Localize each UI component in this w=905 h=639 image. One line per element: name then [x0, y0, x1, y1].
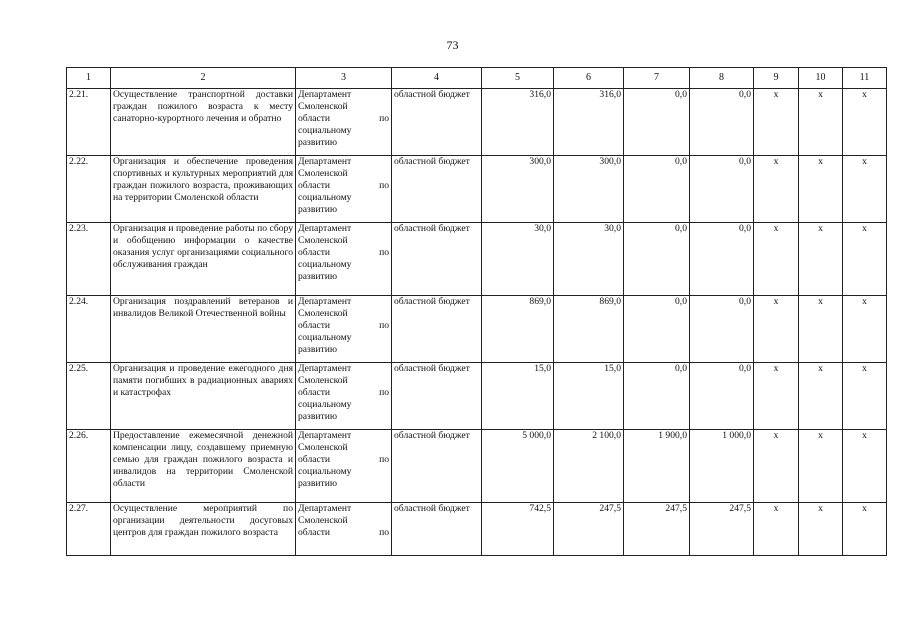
department-line-3a: области: [298, 526, 331, 538]
department-line-4: социальному: [298, 465, 352, 477]
department-line-3: [298, 527, 389, 539]
department-line-3a: области: [298, 179, 331, 191]
column-header: 6: [554, 68, 624, 89]
value-col-10: х: [799, 156, 843, 223]
funding-source: областной бюджет: [392, 503, 482, 556]
value-col-5: 869,0: [482, 296, 554, 363]
department-line-5: развитию: [298, 136, 338, 148]
value-col-9: х: [754, 430, 799, 503]
value-col-8: 1 000,0: [690, 430, 754, 503]
department-line-2: Смоленской: [298, 441, 348, 453]
value-col-5: 316,0: [482, 89, 554, 156]
responsible-department: [296, 503, 392, 556]
value-col-10: х: [799, 89, 843, 156]
activity-description: Организация и обеспечение проведения спортивных и культурных мероприятий для граждан пожилого возраста, проживающих на территории Смоленской области: [111, 156, 296, 223]
value-col-11: х: [843, 223, 887, 296]
value-col-10: х: [799, 363, 843, 430]
value-col-7: 0,0: [624, 156, 690, 223]
department-line-4: социальному: [298, 124, 352, 136]
department-line-3a: области: [298, 319, 331, 331]
value-col-9: х: [754, 296, 799, 363]
responsible-department: [296, 156, 392, 223]
value-col-9: х: [754, 363, 799, 430]
funding-source: областной бюджет: [392, 430, 482, 503]
department-line-3b: по: [379, 246, 389, 258]
responsible-department: [296, 430, 392, 503]
department-line-1: Департамент: [298, 223, 352, 234]
table-row: [67, 89, 887, 156]
department-line-5: развитию: [298, 270, 338, 282]
department-line-3: [298, 247, 389, 259]
table-row: [67, 430, 887, 503]
value-col-6: 300,0: [554, 156, 624, 223]
funding-source: областной бюджет: [392, 156, 482, 223]
value-col-11: х: [843, 296, 887, 363]
row-number: 2.25.: [67, 363, 111, 430]
value-col-5: 742,5: [482, 503, 554, 556]
table-row: [67, 223, 887, 296]
value-col-7: 0,0: [624, 89, 690, 156]
column-header: 5: [482, 68, 554, 89]
funding-source: областной бюджет: [392, 296, 482, 363]
responsible-department: [296, 89, 392, 156]
department-line-2: Смоленской: [298, 234, 348, 246]
value-col-10: х: [799, 296, 843, 363]
value-col-8: 0,0: [690, 89, 754, 156]
value-col-11: х: [843, 430, 887, 503]
activity-description: Организация и проведение работы по сбору и обобщению информации о качестве оказания услуг организациями социального обслуживания граждан: [111, 223, 296, 296]
table-row: [67, 503, 887, 556]
value-col-8: 0,0: [690, 363, 754, 430]
value-col-7: 0,0: [624, 223, 690, 296]
responsible-department: [296, 296, 392, 363]
column-header: 11: [843, 68, 887, 89]
row-number: 2.22.: [67, 156, 111, 223]
department-line-5: развитию: [298, 477, 338, 489]
department-line-3b: по: [379, 386, 389, 398]
responsible-department: [296, 223, 392, 296]
row-number: 2.23.: [67, 223, 111, 296]
department-line-4: социальному: [298, 398, 352, 410]
column-header: 10: [799, 68, 843, 89]
value-col-7: 0,0: [624, 363, 690, 430]
column-header: 4: [392, 68, 482, 89]
department-line-3a: области: [298, 453, 331, 465]
value-col-6: 30,0: [554, 223, 624, 296]
responsible-department: [296, 363, 392, 430]
department-line-3b: по: [379, 179, 389, 191]
activity-description: Осуществление транспортной доставки граждан пожилого возраста к месту санаторно-курортного лечения и обратно: [111, 89, 296, 156]
row-number: 2.27.: [67, 503, 111, 556]
value-col-8: 0,0: [690, 296, 754, 363]
department-line-3b: по: [379, 319, 389, 331]
column-header: 9: [754, 68, 799, 89]
department-line-2: Смоленской: [298, 374, 348, 386]
value-col-8: 0,0: [690, 156, 754, 223]
value-col-6: 247,5: [554, 503, 624, 556]
value-col-6: 2 100,0: [554, 430, 624, 503]
value-col-11: х: [843, 503, 887, 556]
value-col-7: 1 900,0: [624, 430, 690, 503]
table-row: [67, 363, 887, 430]
department-line-2: Смоленской: [298, 514, 348, 526]
department-line-1: Департамент: [298, 296, 352, 307]
department-line-3a: области: [298, 112, 331, 124]
department-line-3: [298, 180, 389, 192]
column-header: 1: [67, 68, 111, 89]
row-number: 2.24.: [67, 296, 111, 363]
department-line-4: социальному: [298, 191, 352, 203]
value-col-5: 30,0: [482, 223, 554, 296]
column-header: 7: [624, 68, 690, 89]
column-header: 2: [111, 68, 296, 89]
department-line-3: [298, 387, 389, 399]
table-row: [67, 296, 887, 363]
department-line-3: [298, 113, 389, 125]
value-col-9: х: [754, 223, 799, 296]
value-col-10: х: [799, 430, 843, 503]
department-line-5: развитию: [298, 343, 338, 355]
value-col-8: 0,0: [690, 223, 754, 296]
activity-description: Организация поздравлений ветеранов и инвалидов Великой Отечественной войны: [111, 296, 296, 363]
table-row: [67, 156, 887, 223]
row-number: 2.26.: [67, 430, 111, 503]
page-number: 73: [446, 38, 459, 52]
value-col-9: х: [754, 89, 799, 156]
department-line-3: [298, 454, 389, 466]
department-line-1: Департамент: [298, 503, 352, 514]
value-col-5: 300,0: [482, 156, 554, 223]
department-line-1: Департамент: [298, 363, 352, 374]
department-line-1: Департамент: [298, 430, 352, 441]
department-line-3b: по: [379, 526, 389, 538]
value-col-9: х: [754, 503, 799, 556]
department-line-3a: области: [298, 386, 331, 398]
value-col-5: 15,0: [482, 363, 554, 430]
value-col-6: 869,0: [554, 296, 624, 363]
department-line-5: развитию: [298, 203, 338, 215]
value-col-11: х: [843, 89, 887, 156]
header-row: [67, 68, 887, 89]
department-line-1: Департамент: [298, 89, 352, 100]
department-line-2: Смоленской: [298, 167, 348, 179]
department-line-4: социальному: [298, 331, 352, 343]
department-line-4: социальному: [298, 258, 352, 270]
value-col-7: 247,5: [624, 503, 690, 556]
value-col-10: х: [799, 223, 843, 296]
value-col-11: х: [843, 363, 887, 430]
department-line-2: Смоленской: [298, 307, 348, 319]
funding-source: областной бюджет: [392, 363, 482, 430]
funding-source: областной бюджет: [392, 89, 482, 156]
department-line-3b: по: [379, 112, 389, 124]
value-col-9: х: [754, 156, 799, 223]
activity-description: Организация и проведение ежегодного дня памяти погибших в радиационных авариях и катастрофах: [111, 363, 296, 430]
value-col-11: х: [843, 156, 887, 223]
value-col-10: х: [799, 503, 843, 556]
department-line-5: развитию: [298, 410, 338, 422]
column-header: 3: [296, 68, 392, 89]
activity-description: Осуществление мероприятий по организации деятельности досуговых центров для граждан пожилого возраста: [111, 503, 296, 556]
value-col-8: 247,5: [690, 503, 754, 556]
column-header: 8: [690, 68, 754, 89]
value-col-6: 316,0: [554, 89, 624, 156]
value-col-6: 15,0: [554, 363, 624, 430]
activity-description: Предоставление ежемесячной денежной компенсации лицу, создавшему приемную семью для граждан пожилого возраста и инвалидов на территории Смоленской области: [111, 430, 296, 503]
funding-source: областной бюджет: [392, 223, 482, 296]
row-number: 2.21.: [67, 89, 111, 156]
program-table: [66, 67, 887, 556]
department-line-3b: по: [379, 453, 389, 465]
department-line-3a: области: [298, 246, 331, 258]
value-col-7: 0,0: [624, 296, 690, 363]
department-line-1: Департамент: [298, 156, 352, 167]
department-line-3: [298, 320, 389, 332]
department-line-2: Смоленской: [298, 100, 348, 112]
value-col-5: 5 000,0: [482, 430, 554, 503]
